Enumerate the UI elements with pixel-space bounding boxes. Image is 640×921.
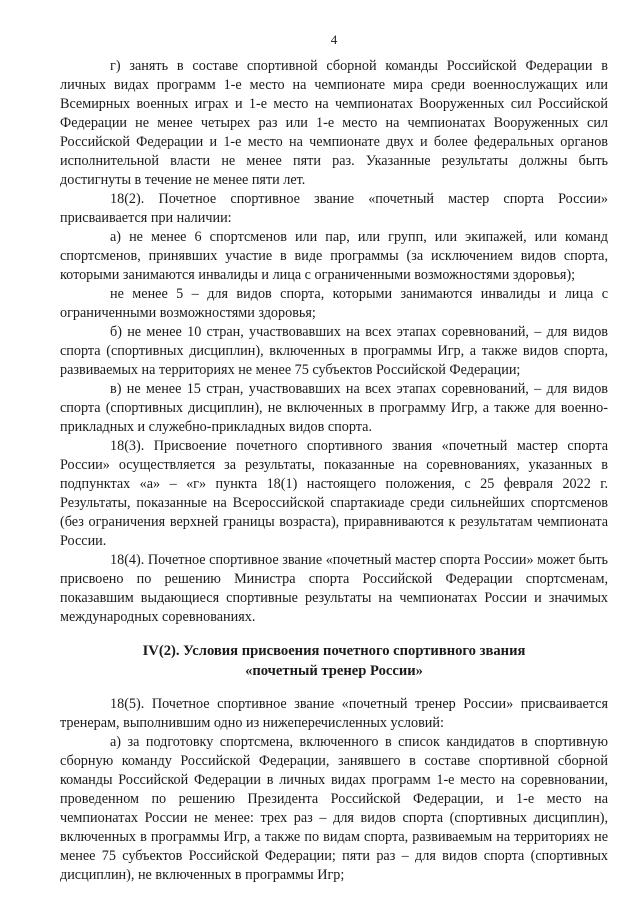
section-heading-line-1: IV(2). Условия присвоения почетного спортивного звания [142, 643, 526, 659]
paragraph-g-military: г) занять в составе спортивной сборной команды Российской Федерации в личных видах программ 1-е место на чемпионате мира среди военнослужащих или Всемирных военных играх и 1-е место на чемпионатах Вооруженных сил Российской Федерации не менее четырех раз или 1-е место на чемпионатах Вооруженных сил Российской Федерации и 1-е место на чемпионате двух и более федеральных органов исполнительной власти не менее пяти раз. Указанные результаты должны быть достигнуты в течение не менее пяти лет. [60, 58, 608, 188]
paragraph-18-2-v: в) не менее 15 стран, участвовавших на всех этапах соревнований, – для видов спорта (спортивных дисциплин), не включенных в программу Игр, а также для военно-прикладных и служебно-прикладных видов спорта. [60, 381, 608, 435]
paragraph-18-3: 18(3). Присвоение почетного спортивного звания «почетный мастер спорта России» осуществляется за результаты, показанные на соревнованиях, указанных в подпунктах «а» – «г» пункта 18(1) настоящего положения, с 25 февраля 2022 г. Результаты, показанные на Всероссийской спартакиаде среди сильнейших спортсменов (без ограничения верхней границы возраста), приравниваются к результатам чемпионата России. [60, 438, 608, 549]
paragraph-18-5-intro: 18(5). Почетное спортивное звание «почетный тренер России» присваивается тренерам, выполнившим одно из нижеперечисленных условий: [60, 696, 608, 731]
paragraph-18-4: 18(4). Почетное спортивное звание «почетный мастер спорта России» может быть присвоено по решению Министра спорта Российской Федерации спортсменам, показавшим выдающиеся спортивные результаты на чемпионатах России и значимых международных соревнованиях. [60, 552, 608, 625]
document-page [60, 30, 608, 885]
section-heading [60, 641, 608, 681]
page-number: 4 [330, 32, 338, 47]
paragraph-18-2-a-disabled: не менее 5 – для видов спорта, которыми занимаются инвалиды и лица с ограниченными возможностями здоровья; [60, 286, 608, 321]
paragraph-18-5-a: а) за подготовку спортсмена, включенного в список кандидатов в спортивную сборную команду Российской Федерации, занявшего в составе спортивной сборной команды Российской Федерации в личных видах программ 1-е место на соревновании, проведенном по решению Президента Российской Федерации, и 1-е место на чемпионатах России не менее: трех раз – для видов спорта (спортивных дисциплин), включенных в программы Игр, а также по видам спорта, развиваемым на территориях не менее 75 субъектов Российской Федерации; пяти раз – для видов спорта (спортивных дисциплин), не включенных в программы Игр; [60, 734, 608, 883]
section-heading-line-2: «почетный тренер России» [245, 663, 423, 679]
paragraph-18-2-b: б) не менее 10 стран, участвовавших на всех этапах соревнований, – для видов спорта (спортивных дисциплин), включенных в программы Игр, а также видов спорта, развиваемых на территориях не менее 75 субъектов Российской Федерации; [60, 324, 608, 378]
paragraph-18-2-intro: 18(2). Почетное спортивное звание «почетный мастер спорта России» присваивается при наличии: [60, 191, 608, 226]
paragraph-18-2-a: а) не менее 6 спортсменов или пар, или групп, или экипажей, или команд спортсменов, принявших участие в виде программы (за исключением видов спорта, которыми занимаются инвалиды и лица с ограниченными возможностями здоровья); [60, 229, 608, 283]
